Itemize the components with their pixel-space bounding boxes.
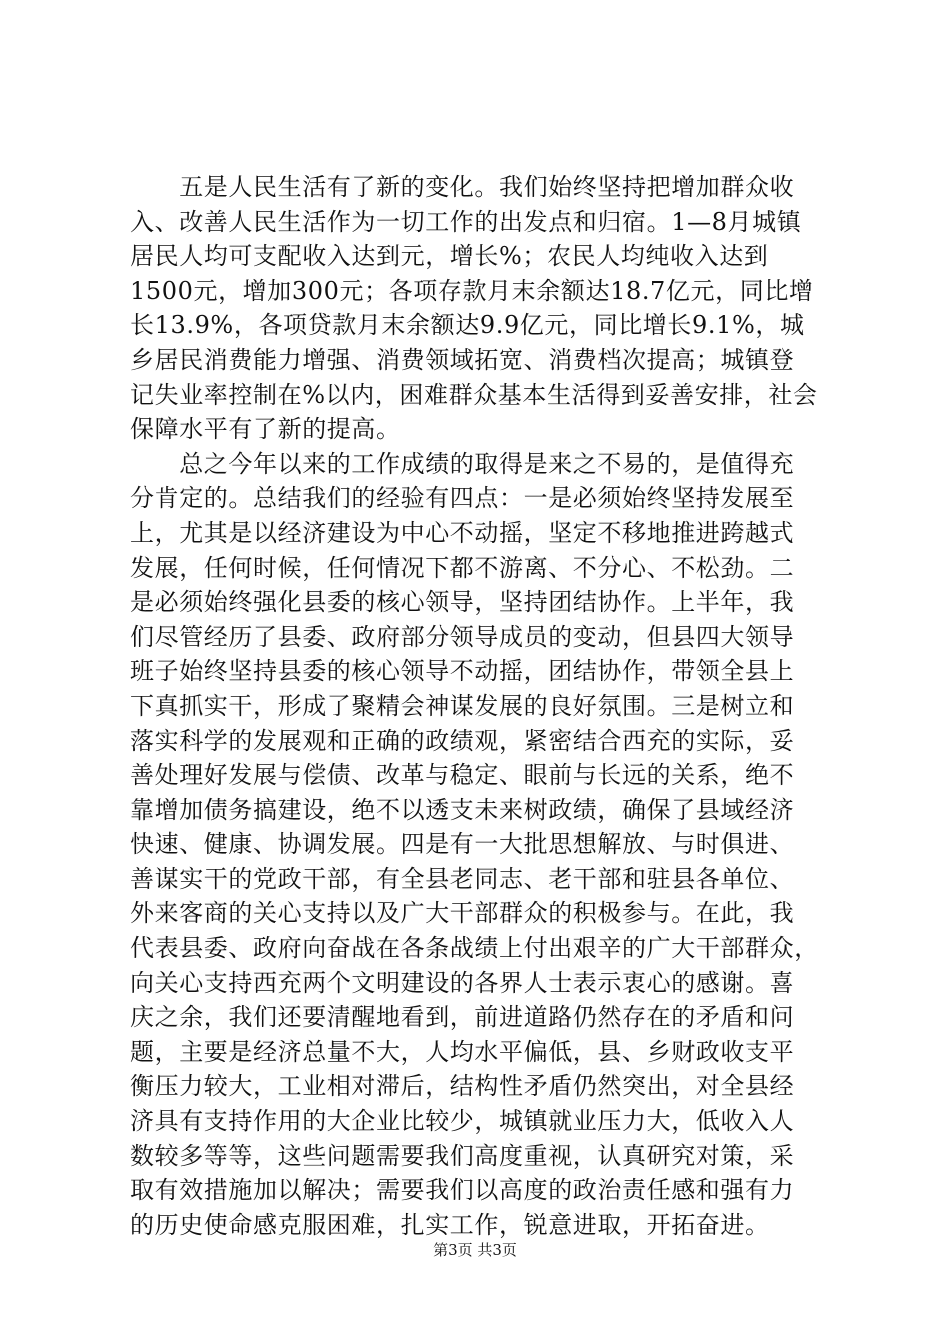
text-line: 们尽管经历了县委、政府部分领导成员的变动，但县四大领导: [130, 622, 795, 651]
text-line: 下真抓实干，形成了聚精会神谋发展的良好氛围。三是树立和: [130, 691, 795, 720]
text-line: 是必须始终强化县委的核心领导，坚持团结协作。上半年，我: [130, 588, 795, 617]
text-line: 外来客商的关心支持以及广大干部群众的积极参与。在此，我: [130, 899, 795, 928]
text-line: 入、改善人民生活作为一切工作的出发点和归宿。1—8月城镇: [130, 207, 802, 236]
text-line: 善谋实干的党政干部，有全县老同志、老干部和驻县各单位、: [130, 864, 795, 893]
page-number-footer: 第3页 共3页: [433, 1241, 517, 1259]
text-line: 发展，任何时候，任何情况下都不游离、不分心、不松劲。二: [130, 553, 795, 582]
text-line: 向关心支持西充两个文明建设的各界人士表示衷心的感谢。喜: [130, 968, 795, 997]
text-line: 济具有支持作用的大企业比较少，城镇就业压力大，低收入人: [130, 1107, 795, 1136]
text-line: 快速、健康、协调发展。四是有一大批思想解放、与时俱进、: [130, 830, 795, 859]
body-text: [130, 170, 830, 1242]
text-line: 题，主要是经济总量不大，人均水平偏低，县、乡财政收支平: [130, 1037, 795, 1066]
text-line: 取有效措施加以解决；需要我们以高度的政治责任感和强有力: [130, 1176, 795, 1205]
text-line: 靠增加债务搞建设，绝不以透支未来树政绩，确保了县域经济: [130, 795, 795, 824]
text-line: 上，尤其是以经济建设为中心不动摇，坚定不移地推进跨越式: [130, 518, 795, 547]
text-line: 衡压力较大，工业相对滞后，结构性矛盾仍然突出，对全县经: [130, 1072, 795, 1101]
text-line: 班子始终坚持县委的核心领导不动摇，团结协作，带领全县上: [130, 657, 795, 686]
text-line: 长13.9%，各项贷款月末余额达9.9亿元，同比增长9.1%，城: [130, 311, 805, 340]
text-line: 保障水平有了新的提高。: [130, 415, 401, 444]
text-line: 善处理好发展与偿债、改革与稳定、眼前与长远的关系，绝不: [130, 761, 795, 790]
text-line: 分肯定的。总结我们的经验有四点：一是必须始终坚持发展至: [130, 484, 795, 513]
text-line: 落实科学的发展观和正确的政绩观，紧密结合西充的实际，妥: [130, 726, 795, 755]
text-line: 乡居民消费能力增强、消费领域拓宽、消费档次提高；城镇登: [130, 345, 795, 374]
text-line: 五是人民生活有了新的变化。我们始终坚持把增加群众收: [130, 173, 795, 201]
text-line: 庆之余，我们还要清醒地看到，前进道路仍然存在的矛盾和问: [130, 1003, 795, 1032]
text-line: 记失业率控制在%以内，困难群众基本生活得到妥善安排，社会: [130, 380, 818, 409]
text-line: 1500元，增加300元；各项存款月末余额达18.7亿元，同比增: [130, 276, 814, 305]
text-line: 的历史使命感克服困难，扎实工作，锐意进取，开拓奋进。: [130, 1210, 770, 1239]
text-line: 代表县委、政府向奋战在各条战绩上付出艰辛的广大干部群众，: [130, 934, 819, 963]
text-line: 总之今年以来的工作成绩的取得是来之不易的，是值得充: [130, 449, 795, 478]
text-line: 数较多等等，这些问题需要我们高度重视，认真研究对策，采: [130, 1141, 795, 1170]
text-line: 居民人均可支配收入达到元，增长%；农民人均纯收入达到: [130, 242, 769, 271]
